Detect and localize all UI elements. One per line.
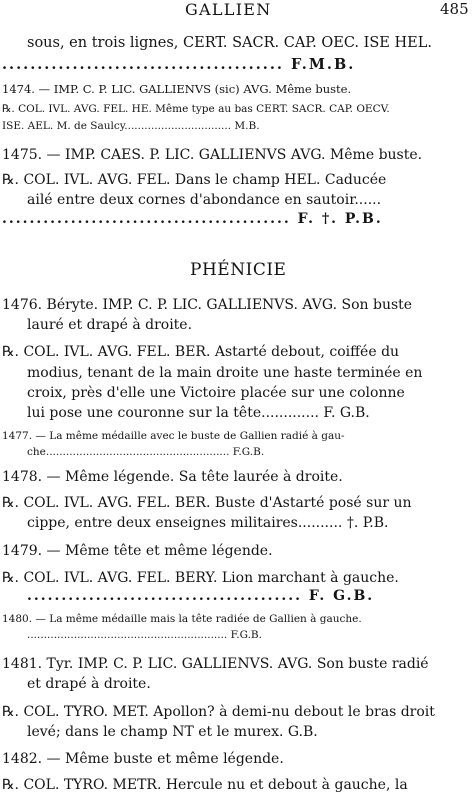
entry-1480: 1480. — La même médaille mais la tête radiée de Gallien à gauche.	[2, 613, 362, 625]
text-line: ℞. COL. IVL. AVG. FEL. HE. Même type au bas CERT. SACR. CAP. OECV.	[2, 103, 390, 115]
dotted-leader-line: ............................................................ F.G.B.	[27, 629, 262, 641]
entry-1481: 1481. Tyr. IMP. C. P. LIC. GALLIENVS. AVG. Son buste radié	[2, 656, 429, 672]
text-line: ℞. COL. TYRO. METR. Hercule nu et debout à gauche, la	[2, 777, 408, 793]
page-number: 485	[440, 0, 469, 18]
text-line: che....................................................... F.G.B.	[27, 446, 265, 458]
text-line: lauré et drapé à droite.	[27, 317, 193, 333]
dotted-leader-line: ........................................ F.M.B.	[2, 56, 356, 73]
entry-1477: 1477. — La même médaille avec le buste de Gallien radié à gau-	[2, 430, 345, 442]
text-line: lui pose une couronne sur la tête............. F. G.B.	[27, 405, 370, 421]
text-line: ℞. COL. TYRO. MET. Apollon? à demi-nu debout le bras droit	[2, 704, 435, 720]
text-line: ISE. AEL. M. de Saulcy................................ M.B.	[2, 120, 260, 132]
text-line: ℞. COL. IVL. AVG. FEL. Dans le champ HEL. Caducée	[2, 172, 387, 188]
text-line: ℞. COL. IVL. AVG. FEL. BERY. Lion marchant à gauche.	[2, 570, 399, 586]
text-line: et drapé à droite.	[27, 676, 151, 692]
dotted-leader-line: ........................................ F. G.B.	[27, 588, 375, 604]
entry-1478: 1478. — Même légende. Sa tête laurée à droite.	[2, 469, 343, 485]
text-line: ailé entre deux cornes d'abondance en sautoir......	[27, 192, 382, 208]
text-line: levé; dans le champ NT et le murex. G.B.	[27, 724, 318, 740]
text-line: ℞. COL. IVL. AVG. FEL. BER. Astarté debout, coiffée du	[2, 344, 400, 360]
text-line: sous, en trois lignes, CERT. SACR. CAP. OEC. ISE HEL.	[27, 35, 432, 51]
running-head: GALLIEN	[185, 0, 272, 19]
text-line: cippe, entre deux enseignes militaires.......... †. P.B.	[27, 515, 389, 531]
text-line: ℞. COL. IVL. AVG. FEL. BER. Buste d'Astarté posé sur un	[2, 495, 412, 511]
dotted-leader-line: .......................................... F. †. P.B.	[2, 211, 383, 227]
section-heading: PHÉNICIE	[190, 260, 287, 280]
entry-1474: 1474. — IMP. C. P. LIC. GALLIENVS (sic) AVG. Même buste.	[2, 82, 352, 96]
entry-1475: 1475. — IMP. CAES. P. LIC. GALLIENVS AVG. Même buste.	[2, 147, 423, 163]
text-line: croix, près d'elle une Victoire placée sur une colonne	[27, 385, 405, 401]
entry-1479: 1479. — Même tête et même légende.	[2, 543, 273, 559]
entry-1476: 1476. Béryte. IMP. C. P. LIC. GALLIENVS. AVG. Son buste	[2, 297, 413, 313]
entry-1482: 1482. — Même buste et même légende.	[2, 751, 284, 767]
text-line: modius, tenant de la main droite une haste terminée en	[27, 365, 423, 381]
